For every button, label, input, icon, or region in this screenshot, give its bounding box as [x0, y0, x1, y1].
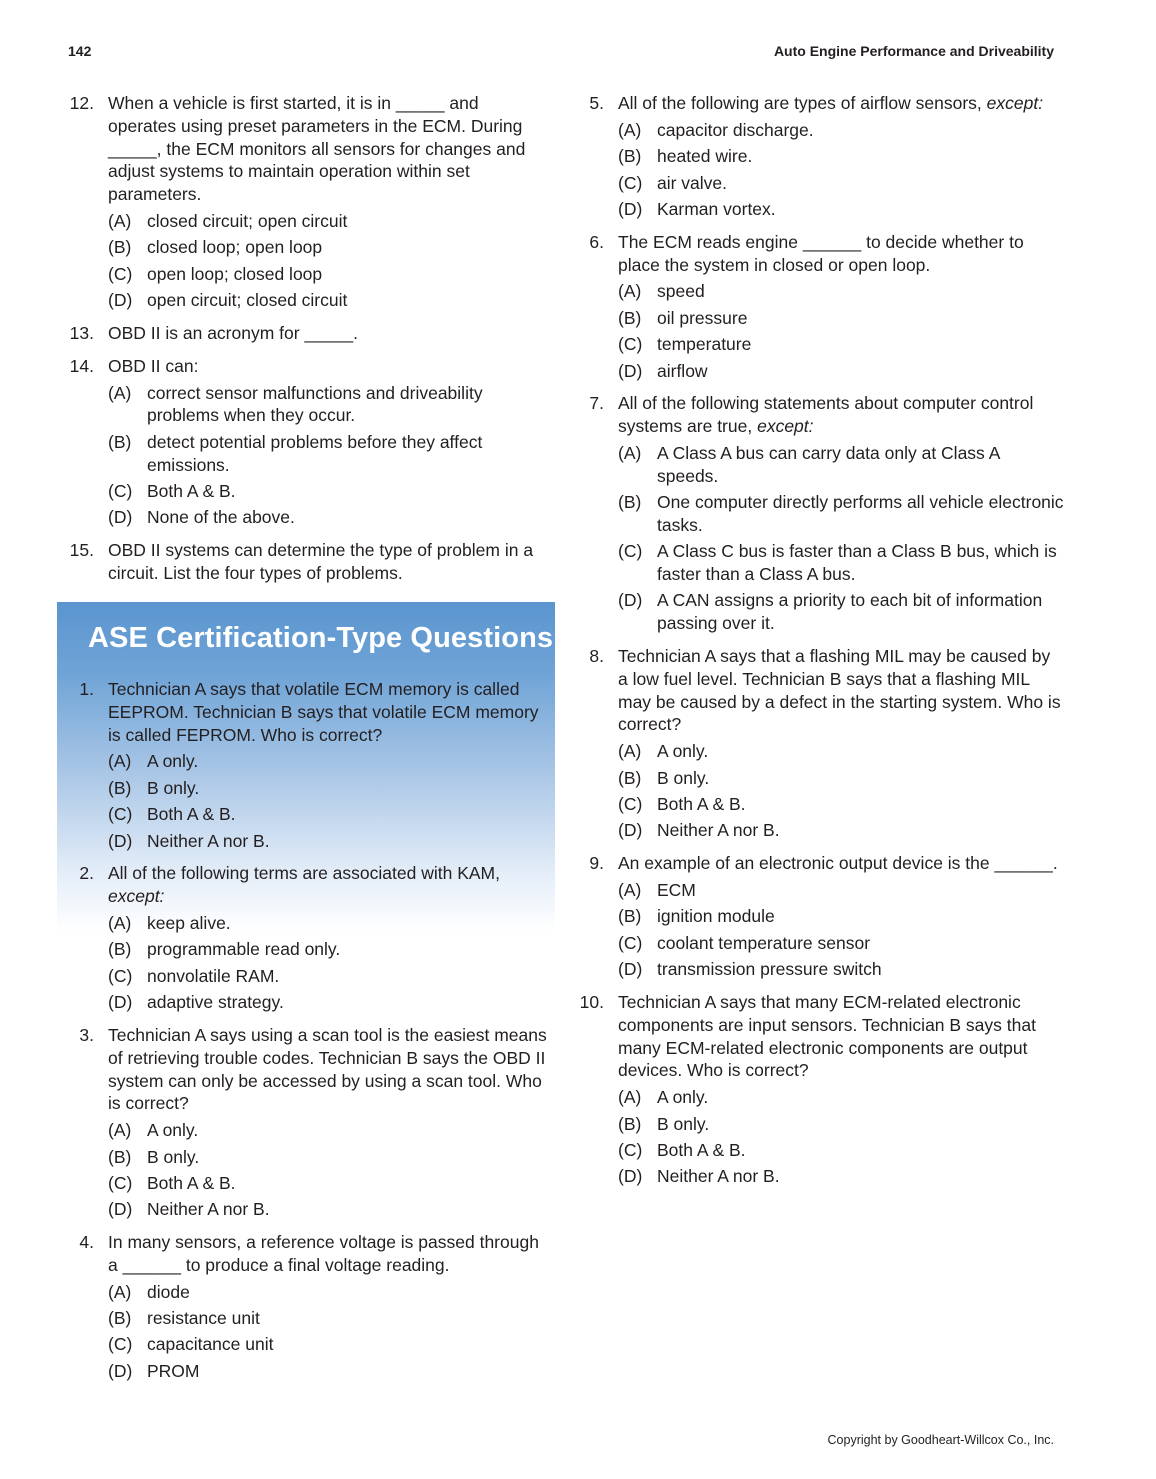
answer-options — [108, 1281, 550, 1383]
option-text: temperature — [657, 334, 752, 355]
option-letter: (C) — [108, 263, 133, 284]
option-text: B only. — [147, 777, 200, 798]
option-letter: (A) — [618, 1087, 642, 1108]
ase-questions-left — [62, 678, 550, 1393]
answer-option — [618, 793, 1064, 816]
answer-option — [108, 991, 550, 1014]
option-text: keep alive. — [147, 912, 231, 933]
option-letter: (D) — [618, 959, 643, 980]
answer-option — [108, 912, 550, 935]
answer-option — [618, 932, 1064, 955]
option-text: Both A & B. — [147, 480, 236, 501]
question-stem — [108, 1231, 550, 1277]
option-letter: (B) — [108, 1308, 132, 1329]
question-item — [572, 852, 1064, 981]
question-item — [62, 678, 550, 852]
question-item — [572, 991, 1064, 1188]
running-head: Auto Engine Performance and Driveability — [773, 43, 1054, 59]
question-item — [572, 645, 1064, 842]
answer-option — [108, 1307, 550, 1330]
option-letter: (D) — [108, 290, 133, 311]
page-number: 142 — [68, 43, 92, 59]
option-text: A Class A bus can carry data only at Class A speeds. — [657, 442, 1000, 486]
option-text: closed circuit; open circuit — [147, 210, 348, 231]
question-stem — [108, 355, 550, 378]
option-letter: (C) — [618, 541, 643, 562]
option-text: One computer directly performs all vehicle electronic tasks. — [657, 492, 1064, 535]
answer-option — [108, 289, 550, 312]
review-questions — [62, 92, 550, 595]
option-text: A CAN assigns a priority to each bit of information passing over it. — [657, 590, 1043, 634]
option-text: coolant temperature sensor — [657, 932, 871, 953]
option-letter: (D) — [618, 1166, 643, 1187]
answer-option — [108, 1119, 550, 1142]
option-text: adaptive strategy. — [147, 992, 284, 1013]
answer-option — [108, 750, 550, 773]
question-stem — [108, 92, 550, 206]
option-text: A only. — [657, 1087, 709, 1108]
answer-options — [108, 1119, 550, 1221]
question-stem — [108, 539, 550, 585]
answer-option — [618, 1139, 1064, 1162]
answer-option — [618, 540, 1064, 586]
option-text: B only. — [657, 767, 710, 788]
option-text: nonvolatile RAM. — [147, 965, 280, 986]
option-letter: (A) — [108, 751, 132, 772]
answer-option — [108, 506, 550, 529]
answer-options — [108, 210, 550, 312]
question-stem — [618, 991, 1064, 1082]
answer-option — [618, 119, 1064, 142]
option-letter: (C) — [108, 965, 133, 986]
option-text: Both A & B. — [657, 794, 746, 815]
question-number: 12. — [69, 93, 94, 113]
answer-option — [108, 480, 550, 503]
option-text: Neither A nor B. — [147, 1199, 270, 1220]
option-letter: (C) — [618, 794, 643, 815]
answer-option — [618, 491, 1064, 537]
question-stem — [618, 231, 1064, 277]
answer-option — [618, 1165, 1064, 1188]
question-item — [572, 92, 1064, 221]
option-letter: (A) — [618, 880, 642, 901]
option-letter: (D) — [108, 1360, 133, 1381]
option-text: diode — [147, 1281, 190, 1302]
option-letter: (C) — [618, 1139, 643, 1160]
option-text: resistance unit — [147, 1308, 260, 1329]
option-letter: (B) — [108, 237, 132, 258]
option-letter: (B) — [618, 146, 642, 167]
question-stem — [108, 322, 550, 345]
question-stem — [618, 392, 1064, 438]
answer-option — [618, 360, 1064, 383]
option-text: oil pressure — [657, 307, 748, 328]
answer-option — [108, 830, 550, 853]
question-stem — [108, 862, 550, 908]
question-stem-text: In many sensors, a reference voltage is passed through a ______ to produce a final voltage reading. — [108, 1232, 539, 1275]
question-stem-text: All of the following are types of airflow sensors, — [618, 93, 982, 113]
question-stem-except: except: — [108, 886, 165, 907]
option-text: speed — [657, 281, 705, 302]
option-letter: (B) — [108, 777, 132, 798]
question-number: 10. — [579, 992, 604, 1012]
option-letter: (B) — [108, 431, 132, 452]
option-letter: (A) — [108, 1120, 132, 1141]
option-text: capacitance unit — [147, 1334, 274, 1355]
option-text: air valve. — [657, 172, 728, 193]
copyright-notice: Copyright by Goodheart-Willcox Co., Inc. — [827, 1433, 1054, 1447]
answer-option — [618, 1113, 1064, 1136]
question-number: 3. — [79, 1024, 94, 1045]
question-number: 7. — [589, 393, 604, 414]
question-stem-text: An example of an electronic output device is the ______. — [618, 853, 1058, 874]
question-number: 8. — [589, 646, 604, 667]
option-text: Both A & B. — [147, 804, 236, 825]
question-item — [62, 539, 550, 585]
answer-option — [108, 210, 550, 233]
answer-option — [618, 767, 1064, 790]
question-item — [572, 392, 1064, 635]
option-text: open loop; closed loop — [147, 263, 323, 284]
question-stem-text: When a vehicle is first started, it is in _____ and operates using preset parameters in the ECM. During _____, the ECM monitors all sensors for changes and adjust systems to maintain operation within set parameters. — [108, 93, 526, 205]
answer-option — [108, 382, 550, 428]
option-text: closed loop; open loop — [147, 237, 323, 258]
question-number: 13. — [69, 322, 94, 343]
question-stem-text: OBD II is an acronym for _____. — [108, 322, 358, 343]
answer-option — [108, 938, 550, 961]
option-text: PROM — [147, 1360, 200, 1381]
answer-option — [108, 236, 550, 259]
answer-option — [618, 280, 1064, 303]
question-item — [572, 231, 1064, 383]
option-letter: (C) — [618, 334, 643, 355]
question-number: 14. — [69, 355, 94, 376]
answer-options — [618, 280, 1064, 382]
ase-questions-right — [572, 92, 1064, 1198]
option-text: B only. — [147, 1146, 200, 1167]
option-letter: (C) — [618, 172, 643, 193]
question-number: 9. — [589, 853, 604, 874]
option-text: Neither A nor B. — [657, 820, 780, 841]
option-letter: (A) — [108, 210, 132, 231]
question-stem-text: OBD II can: — [108, 355, 199, 376]
answer-option — [618, 589, 1064, 635]
option-letter: (C) — [618, 932, 643, 953]
option-text: open circuit; closed circuit — [147, 290, 348, 311]
answer-option — [618, 819, 1064, 842]
option-text: B only. — [657, 1113, 710, 1134]
option-letter: (A) — [108, 382, 132, 403]
answer-option — [108, 1360, 550, 1383]
question-item — [62, 355, 550, 529]
option-letter: (D) — [618, 590, 643, 611]
option-text: A Class C bus is faster than a Class B bus, which is faster than a Class A bus. — [657, 541, 1057, 585]
question-item — [62, 862, 550, 1014]
option-letter: (A) — [618, 741, 642, 762]
question-item — [62, 1231, 550, 1383]
option-text: A only. — [147, 1120, 199, 1141]
answer-option — [618, 958, 1064, 981]
option-text: ECM — [657, 880, 696, 901]
question-stem-text: Technician A says that volatile ECM memory is called EEPROM. Technician B says that volatile ECM memory is called FEPROM. Who is correct? — [108, 679, 539, 745]
question-stem — [618, 92, 1064, 115]
ase-section-title: ASE Certification-Type Questions — [88, 622, 554, 654]
option-letter: (B) — [618, 1113, 642, 1134]
answer-option — [618, 307, 1064, 330]
option-letter: (C) — [108, 480, 133, 501]
option-letter: (B) — [618, 767, 642, 788]
answer-option — [618, 879, 1064, 902]
answer-option — [108, 431, 550, 477]
answer-option — [108, 803, 550, 826]
question-item — [62, 322, 550, 345]
option-text: Neither A nor B. — [657, 1166, 780, 1187]
question-stem — [618, 852, 1064, 875]
option-text: capacitor discharge. — [657, 119, 814, 140]
answer-options — [108, 750, 550, 852]
option-letter: (C) — [108, 1334, 133, 1355]
question-stem-text: OBD II systems can determine the type of problem in a circuit. List the four types of problems. — [108, 540, 534, 583]
answer-option — [618, 172, 1064, 195]
answer-option — [618, 145, 1064, 168]
option-letter: (B) — [618, 492, 642, 513]
option-text: ignition module — [657, 906, 775, 927]
answer-option — [108, 1146, 550, 1169]
option-text: Both A & B. — [147, 1172, 236, 1193]
answer-option — [108, 1198, 550, 1221]
question-number: 15. — [69, 540, 94, 561]
option-letter: (B) — [618, 906, 642, 927]
answer-options — [618, 740, 1064, 842]
option-text: Karman vortex. — [657, 198, 776, 219]
option-letter: (A) — [618, 442, 642, 463]
question-number: 1. — [79, 679, 94, 699]
option-letter: (B) — [108, 1146, 132, 1167]
option-text: transmission pressure switch — [657, 959, 882, 980]
answer-option — [618, 198, 1064, 221]
question-stem-text: All of the following terms are associated with KAM, — [108, 863, 500, 884]
option-letter: (C) — [108, 804, 133, 825]
answer-options — [618, 879, 1064, 981]
question-stem — [618, 645, 1064, 736]
answer-option — [108, 263, 550, 286]
option-letter: (A) — [618, 119, 642, 140]
question-item — [62, 92, 550, 312]
option-letter: (D) — [618, 198, 643, 219]
option-text: heated wire. — [657, 146, 753, 167]
option-text: programmable read only. — [147, 939, 341, 960]
answer-option — [108, 1172, 550, 1195]
question-stem-except: except: — [986, 93, 1044, 113]
answer-option — [618, 1086, 1064, 1109]
option-letter: (A) — [618, 281, 642, 302]
option-text: A only. — [657, 741, 709, 762]
answer-option — [618, 740, 1064, 763]
answer-options — [108, 912, 550, 1014]
answer-option — [618, 905, 1064, 928]
option-letter: (D) — [108, 992, 133, 1013]
answer-option — [108, 777, 550, 800]
option-text: detect potential problems before they affect emissions. — [147, 431, 483, 475]
question-item — [62, 1024, 550, 1221]
question-stem-text: Technician A says using a scan tool is the easiest means of retrieving trouble codes. Technician B says the OBD II system can only be accessed by using a scan tool. Who is correct? — [108, 1024, 547, 1114]
option-text: airflow — [657, 360, 708, 381]
answer-option — [108, 1333, 550, 1356]
question-stem — [108, 678, 550, 746]
question-number: 2. — [79, 863, 94, 884]
answer-option — [108, 965, 550, 988]
option-letter: (D) — [618, 820, 643, 841]
option-letter: (D) — [618, 360, 643, 381]
answer-options — [618, 119, 1064, 221]
option-letter: (D) — [108, 830, 133, 851]
answer-options — [618, 442, 1064, 635]
answer-option — [618, 333, 1064, 356]
question-number: 4. — [79, 1232, 94, 1253]
question-stem-text: The ECM reads engine ______ to decide whether to place the system in closed or open loop. — [618, 231, 1024, 275]
question-stem-text: All of the following statements about computer control systems are true, — [618, 393, 1034, 437]
answer-options — [618, 1086, 1064, 1188]
question-stem — [108, 1024, 550, 1115]
question-stem-except: except: — [757, 416, 814, 437]
option-letter: (D) — [108, 1199, 133, 1220]
option-letter: (B) — [108, 939, 132, 960]
question-stem-text: Technician A says that a flashing MIL may be caused by a low fuel level. Technician B says that a flashing MIL may be caused by a defect in the starting system. Who is correct? — [618, 646, 1061, 735]
answer-options — [108, 382, 550, 530]
option-letter: (A) — [108, 1281, 132, 1302]
question-number: 5. — [589, 93, 604, 113]
option-letter: (B) — [618, 307, 642, 328]
answer-option — [108, 1281, 550, 1304]
option-text: None of the above. — [147, 507, 295, 528]
question-number: 6. — [589, 231, 604, 252]
option-text: A only. — [147, 751, 199, 772]
option-text: Both A & B. — [657, 1139, 746, 1160]
question-stem-text: Technician A says that many ECM-related electronic components are input sensors. Technician B says that many ECM-related electronic components are output devices. Who is correct? — [618, 992, 1036, 1081]
option-letter: (A) — [108, 912, 132, 933]
answer-option — [618, 442, 1064, 488]
option-letter: (D) — [108, 507, 133, 528]
option-letter: (C) — [108, 1172, 133, 1193]
option-text: correct sensor malfunctions and driveability problems when they occur. — [147, 382, 483, 426]
option-text: Neither A nor B. — [147, 830, 270, 851]
